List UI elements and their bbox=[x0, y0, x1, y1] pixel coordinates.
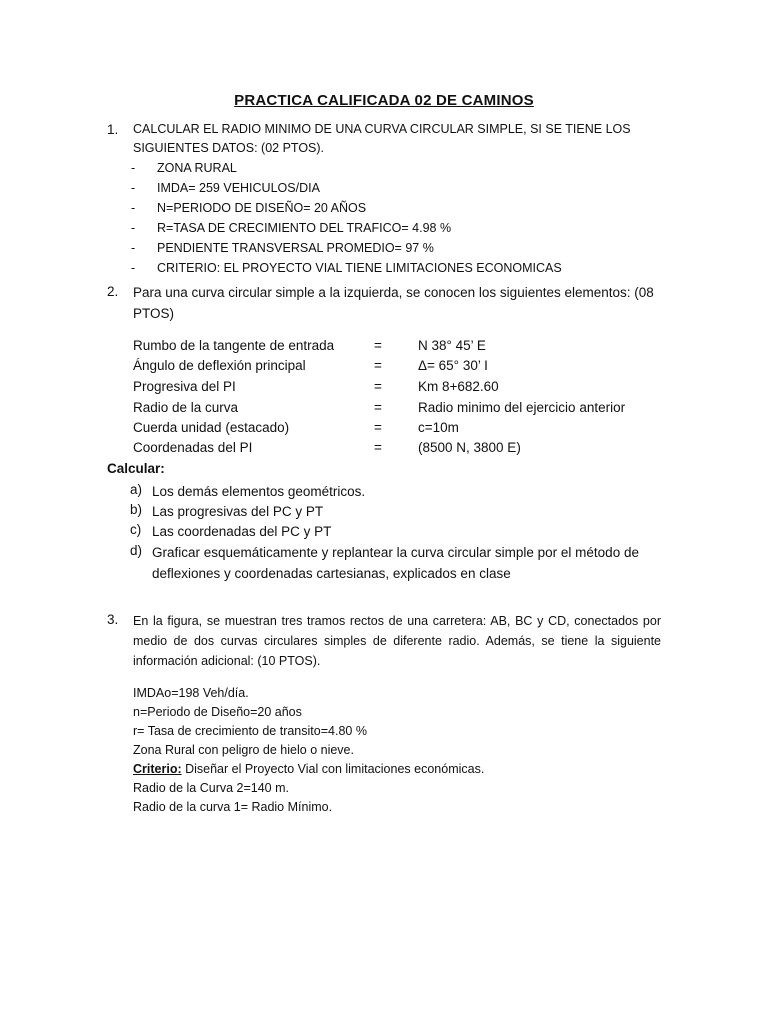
q1-item: N=PERIODO DE DISEÑO= 20 AÑOS bbox=[157, 201, 367, 215]
q1-item: CRITERIO: EL PROYECTO VIAL TIENE LIMITACIONES ECONOMICAS bbox=[157, 261, 562, 275]
q1-number: 1. bbox=[107, 122, 119, 137]
task-text: Las progresivas del PC y PT bbox=[152, 504, 324, 519]
row-value: Radio minimo del ejercicio anterior bbox=[418, 400, 626, 415]
q3-info: n=Periodo de Diseño=20 años bbox=[133, 705, 302, 719]
q1-item: IMDA= 259 VEHICULOS/DIA bbox=[157, 181, 320, 195]
q3-info: IMDAo=198 Veh/día. bbox=[133, 686, 249, 700]
q2-row bbox=[133, 358, 653, 378]
q1-text: CALCULAR EL RADIO MINIMO DE UNA CURVA CIRCULAR SIMPLE, SI SE TIENE LOS SIGUIENTES DATOS: (02 PTOS). bbox=[133, 122, 631, 155]
q1-dash: - bbox=[131, 261, 136, 275]
task-text: Los demás elementos geométricos. bbox=[152, 484, 366, 499]
q2-number: 2. bbox=[107, 284, 119, 299]
page-title: PRACTICA CALIFICADA 02 DE CAMINOS bbox=[234, 92, 534, 109]
q1-item: ZONA RURAL bbox=[157, 161, 237, 175]
calcular-heading: Calcular: bbox=[107, 461, 165, 476]
row-equals: = bbox=[374, 379, 382, 394]
q3-number: 3. bbox=[107, 612, 119, 627]
q1-dash: - bbox=[131, 161, 136, 175]
q1-dash: - bbox=[131, 241, 136, 255]
q1-item: PENDIENTE TRANSVERSAL PROMEDIO= 97 % bbox=[157, 241, 434, 255]
q1-dash: - bbox=[131, 201, 136, 215]
row-equals: = bbox=[374, 338, 382, 353]
task-letter: d) bbox=[130, 543, 143, 558]
row-value: Km 8+682.60 bbox=[418, 379, 499, 394]
row-value: Δ= 65° 30’ I bbox=[418, 358, 488, 373]
task-letter: a) bbox=[130, 482, 143, 497]
q3-info: Radio de la curva 1= Radio Mínimo. bbox=[133, 800, 333, 814]
task-letter: c) bbox=[130, 522, 142, 537]
row-value: N 38° 45’ E bbox=[418, 338, 486, 353]
row-label: Coordenadas del PI bbox=[133, 440, 253, 455]
q3-criterio bbox=[133, 762, 484, 776]
q3-info: Radio de la Curva 2=140 m. bbox=[133, 781, 289, 795]
q3-info: r= Tasa de crecimiento de transito=4.80 % bbox=[133, 724, 367, 738]
q2-row bbox=[133, 440, 653, 460]
q1-dash: - bbox=[131, 181, 136, 195]
row-equals: = bbox=[374, 358, 382, 373]
q3-info: Zona Rural con peligro de hielo o nieve. bbox=[133, 743, 354, 757]
task-text: Las coordenadas del PC y PT bbox=[152, 524, 332, 539]
row-equals: = bbox=[374, 420, 382, 435]
q2-text: Para una curva circular simple a la izquierda, se conocen los siguientes elementos: (08 PTOS) bbox=[133, 285, 654, 321]
row-label: Radio de la curva bbox=[133, 400, 239, 415]
task-letter: b) bbox=[130, 502, 143, 517]
q3-text: En la figura, se muestran tres tramos rectos de una carretera: AB, BC y CD, conectados por medio de dos curvas circulares simples de diferente radio. Además, se tiene la siguiente información adicional: (10 PTOS). bbox=[133, 614, 661, 668]
q2-row bbox=[133, 400, 653, 420]
row-label: Ángulo de deflexión principal bbox=[133, 358, 306, 373]
row-label: Rumbo de la tangente de entrada bbox=[133, 338, 335, 353]
q2-row bbox=[133, 420, 653, 440]
row-label: Cuerda unidad (estacado) bbox=[133, 420, 290, 435]
criterio-label: Criterio: bbox=[133, 762, 182, 776]
row-value: c=10m bbox=[418, 420, 459, 435]
q2-row bbox=[133, 379, 653, 399]
criterio-text: Diseñar el Proyecto Vial con limitaciones económicas. bbox=[181, 762, 485, 776]
q1-dash: - bbox=[131, 221, 136, 235]
row-equals: = bbox=[374, 400, 382, 415]
row-label: Progresiva del PI bbox=[133, 379, 236, 394]
row-value: (8500 N, 3800 E) bbox=[418, 440, 521, 455]
q1-item: R=TASA DE CRECIMIENTO DEL TRAFICO= 4.98 % bbox=[157, 221, 452, 235]
row-equals: = bbox=[374, 440, 382, 455]
q2-row bbox=[133, 338, 653, 358]
task-text: Graficar esquemáticamente y replantear la curva circular simple por el método de deflexiones y coordenadas cartesianas, explicados en clase bbox=[152, 545, 639, 581]
